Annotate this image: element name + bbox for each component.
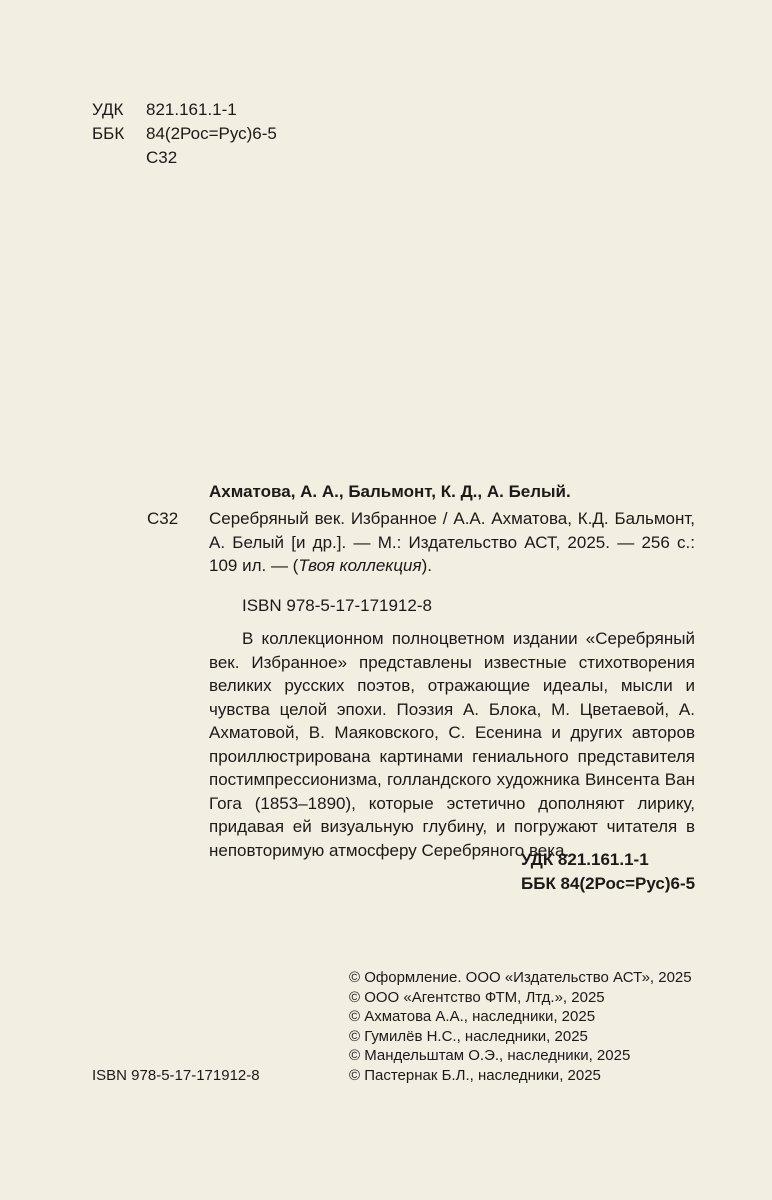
- udk-bottom: УДК 821.161.1-1: [521, 850, 649, 869]
- copyright-line: © Ахматова А.А., наследники, 2025: [349, 1008, 596, 1026]
- copyright-block: [349, 968, 692, 1086]
- bbk-value: 84(2Рос=Рус)6-5: [146, 124, 277, 143]
- copyright-line: © ООО «Агентство ФТМ, Лтд.», 2025: [349, 988, 605, 1006]
- record-description: [209, 507, 695, 578]
- bbk-bottom: ББК 84(2Рос=Рус)6-5: [521, 874, 696, 893]
- classification-top: [92, 98, 277, 170]
- record-authors: Ахматова, А. А., Бальмонт, К. Д., А. Белый.: [209, 482, 571, 501]
- copyright-line: © Оформление. ООО «Издательство АСТ», 2025: [349, 969, 692, 986]
- description-main: Серебряный век. Избранное / А.А. Ахматова, К.Д. Бальмонт, А. Белый [и др.]. — М.: Издательство АСТ, 2025. — 256 с.: 109 ил. — (: [209, 509, 695, 575]
- bbk-row: [92, 122, 277, 146]
- copyright-line: © Гумилёв Н.С., наследники, 2025: [349, 1027, 588, 1045]
- series-title: Твоя коллекция: [298, 556, 422, 575]
- copyright-line: © Пастернак Б.Л., наследники, 2025: [349, 1066, 601, 1084]
- record-isbn: ISBN 978-5-17-171912-8: [242, 596, 432, 615]
- description-end: ).: [421, 556, 432, 575]
- udk-key: УДК: [92, 100, 124, 119]
- author-mark-row: [92, 146, 277, 170]
- record-author-mark: С32: [147, 509, 179, 528]
- udk-value: 821.161.1-1: [146, 100, 237, 119]
- author-mark-top: С32: [146, 148, 178, 167]
- annotation: В коллекционном полноцветном издании «Серебряный век. Избранное» представлены известные стихотворения великих русских поэтов, отражающие идеалы, мысли и чувства целой эпохи. Поэзия А. Блока, М. Цветаевой, А. Ахматовой, В. Маяковского, С. Есенина и других авторов проиллюстрирована картинами гениального представителя постимпрессионизма, голландского художника Винсента Ван Гога (1853–1890), которые эстетично дополняют лирику, придавая ей визуальную глубину, и погружают читателя в неповторимую атмосферу Серебряного века.: [209, 629, 695, 860]
- classification-bottom: [521, 848, 695, 896]
- udk-row: [92, 98, 277, 122]
- isbn-bottom: ISBN 978-5-17-171912-8: [92, 1067, 260, 1084]
- bbk-key: ББК: [92, 124, 125, 143]
- copyright-line: © Мандельштам О.Э., наследники, 2025: [349, 1047, 631, 1065]
